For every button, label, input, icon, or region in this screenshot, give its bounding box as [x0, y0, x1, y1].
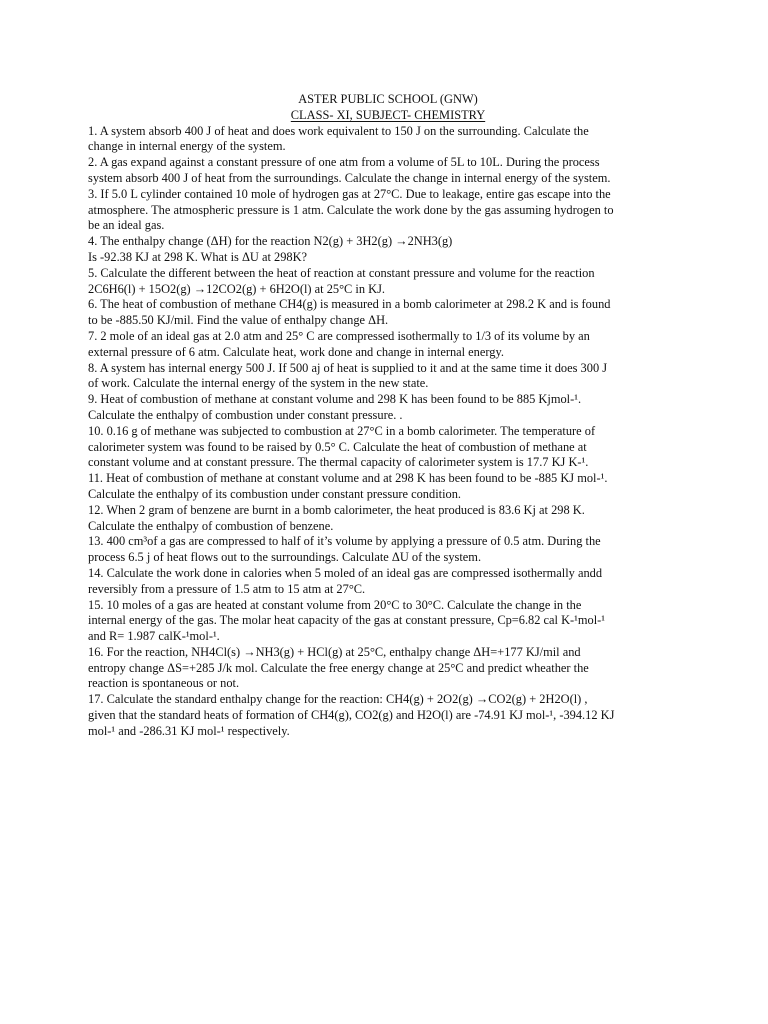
question-6: 6. The heat of combustion of methane CH4(g) is measured in a bomb calorimeter at 298.2 K and is found to be -885.50 KJ/mil. Find the value of enthalpy change ΔH.	[88, 297, 611, 328]
question-5: 5. Calculate the different between the heat of reaction at constant pressure and volume for the reaction 2C6H6(l) + 15O2(g) →12CO2(g) + 6H2O(l) at 25°C in KJ.	[88, 265, 595, 296]
question-13: 13. 400 cm³of a gas are compressed to half of it’s volume by applying a pressure of 0.5 atm. During the process 6.5 j of heat flows out to the surroundings. Calculate ΔU of the system.	[88, 534, 601, 565]
question-10: 10. 0.16 g of methane was subjected to combustion at 27°C in a bomb calorimeter. The temperature of calorimeter system was found to be raised by 0.5° C. Calculate the heat of combustion of methane at constant volume and at constant pressure. The thermal capacity of calorimeter system is 17.7 KJ K-¹.	[88, 423, 596, 470]
question-16: 16. For the reaction, NH4Cl(s) →NH3(g) + HCl(g) at 25°C, enthalpy change ΔH=+177 KJ/mil and entropy change ΔS=+285 J/k mol. Calculate the free energy change at 25°C and predict wheather the reaction is spontaneous or not.	[88, 644, 589, 691]
question-15: 15. 10 moles of a gas are heated at constant volume from 20°C to 30°C. Calculate the change in the internal energy of the gas. The molar heat capacity of the gas at constant pressure, Cp=6.82 cal K-¹mol-¹ and R= 1.987 calK-¹mol-¹.	[88, 597, 605, 644]
school-name-heading: ASTER PUBLIC SCHOOL (GNW)	[298, 92, 478, 106]
question-14: 14. Calculate the work done in calories when 5 moled of an ideal gas are compressed isothermally andd reversibly from a pressure of 1.5 atm to 15 atm at 27°C.	[88, 565, 603, 596]
question-17: 17. Calculate the standard enthalpy change for the reaction: CH4(g) + 2O2(g) →CO2(g) + 2H2O(l) , given that the standard heats of formation of CH4(g), CO2(g) and H2O(l) are -74.91 KJ mol-¹, -394.12 KJ mol-¹ and -286.31 KJ mol-¹ respectively.	[88, 692, 615, 738]
worksheet-page	[88, 92, 688, 740]
question-7: 7. 2 mole of an ideal gas at 2.0 atm and 25° C are compressed isothermally to 1/3 of its volume by an external pressure of 6 atm. Calculate heat, work done and change in internal energy.	[88, 328, 590, 359]
question-8: 8. A system has internal energy 500 J. If 500 aj of heat is supplied to it and at the same time it does 300 J of work. Calculate the internal energy of the system in the new state.	[88, 360, 608, 391]
question-11: 11. Heat of combustion of methane at constant volume and at 298 K has been found to be -885 KJ mol-¹. Calculate the enthalpy of its combustion under constant pressure condition.	[88, 471, 608, 501]
question-1: 1. A system absorb 400 J of heat and does work equivalent to 150 J on the surrounding. Calculate the change in internal energy of the system.	[88, 123, 589, 154]
class-subject-heading: CLASS- XI, SUBJECT- CHEMISTRY	[290, 107, 486, 122]
question-4: 4. The enthalpy change (ΔH) for the reaction N2(g) + 3H2(g) →2NH3(g) Is -92.38 KJ at 298 K. What is ΔU at 298K?	[88, 234, 453, 264]
question-2: 2. A gas expand against a constant pressure of one atm from a volume of 5L to 10L. During the process system absorb 400 J of heat from the surroundings. Calculate the change in internal energy of the system.	[88, 155, 611, 185]
question-9: 9. Heat of combustion of methane at constant volume and 298 K has been found to be 885 Kjmol-¹. Calculate the enthalpy of combustion under constant pressure. .	[88, 392, 582, 422]
question-12: 12. When 2 gram of benzene are burnt in a bomb calorimeter, the heat produced is 83.6 Kj at 298 K. Calculate the enthalpy of combustion of benzene.	[88, 502, 585, 533]
question-3: 3. If 5.0 L cylinder contained 10 mole of hydrogen gas at 27°C. Due to leakage, entire gas escape into the atmosphere. The atmospheric pressure is 1 atm. Calculate the work done by the gas assuming hydrogen to be an ideal gas.	[88, 186, 614, 233]
